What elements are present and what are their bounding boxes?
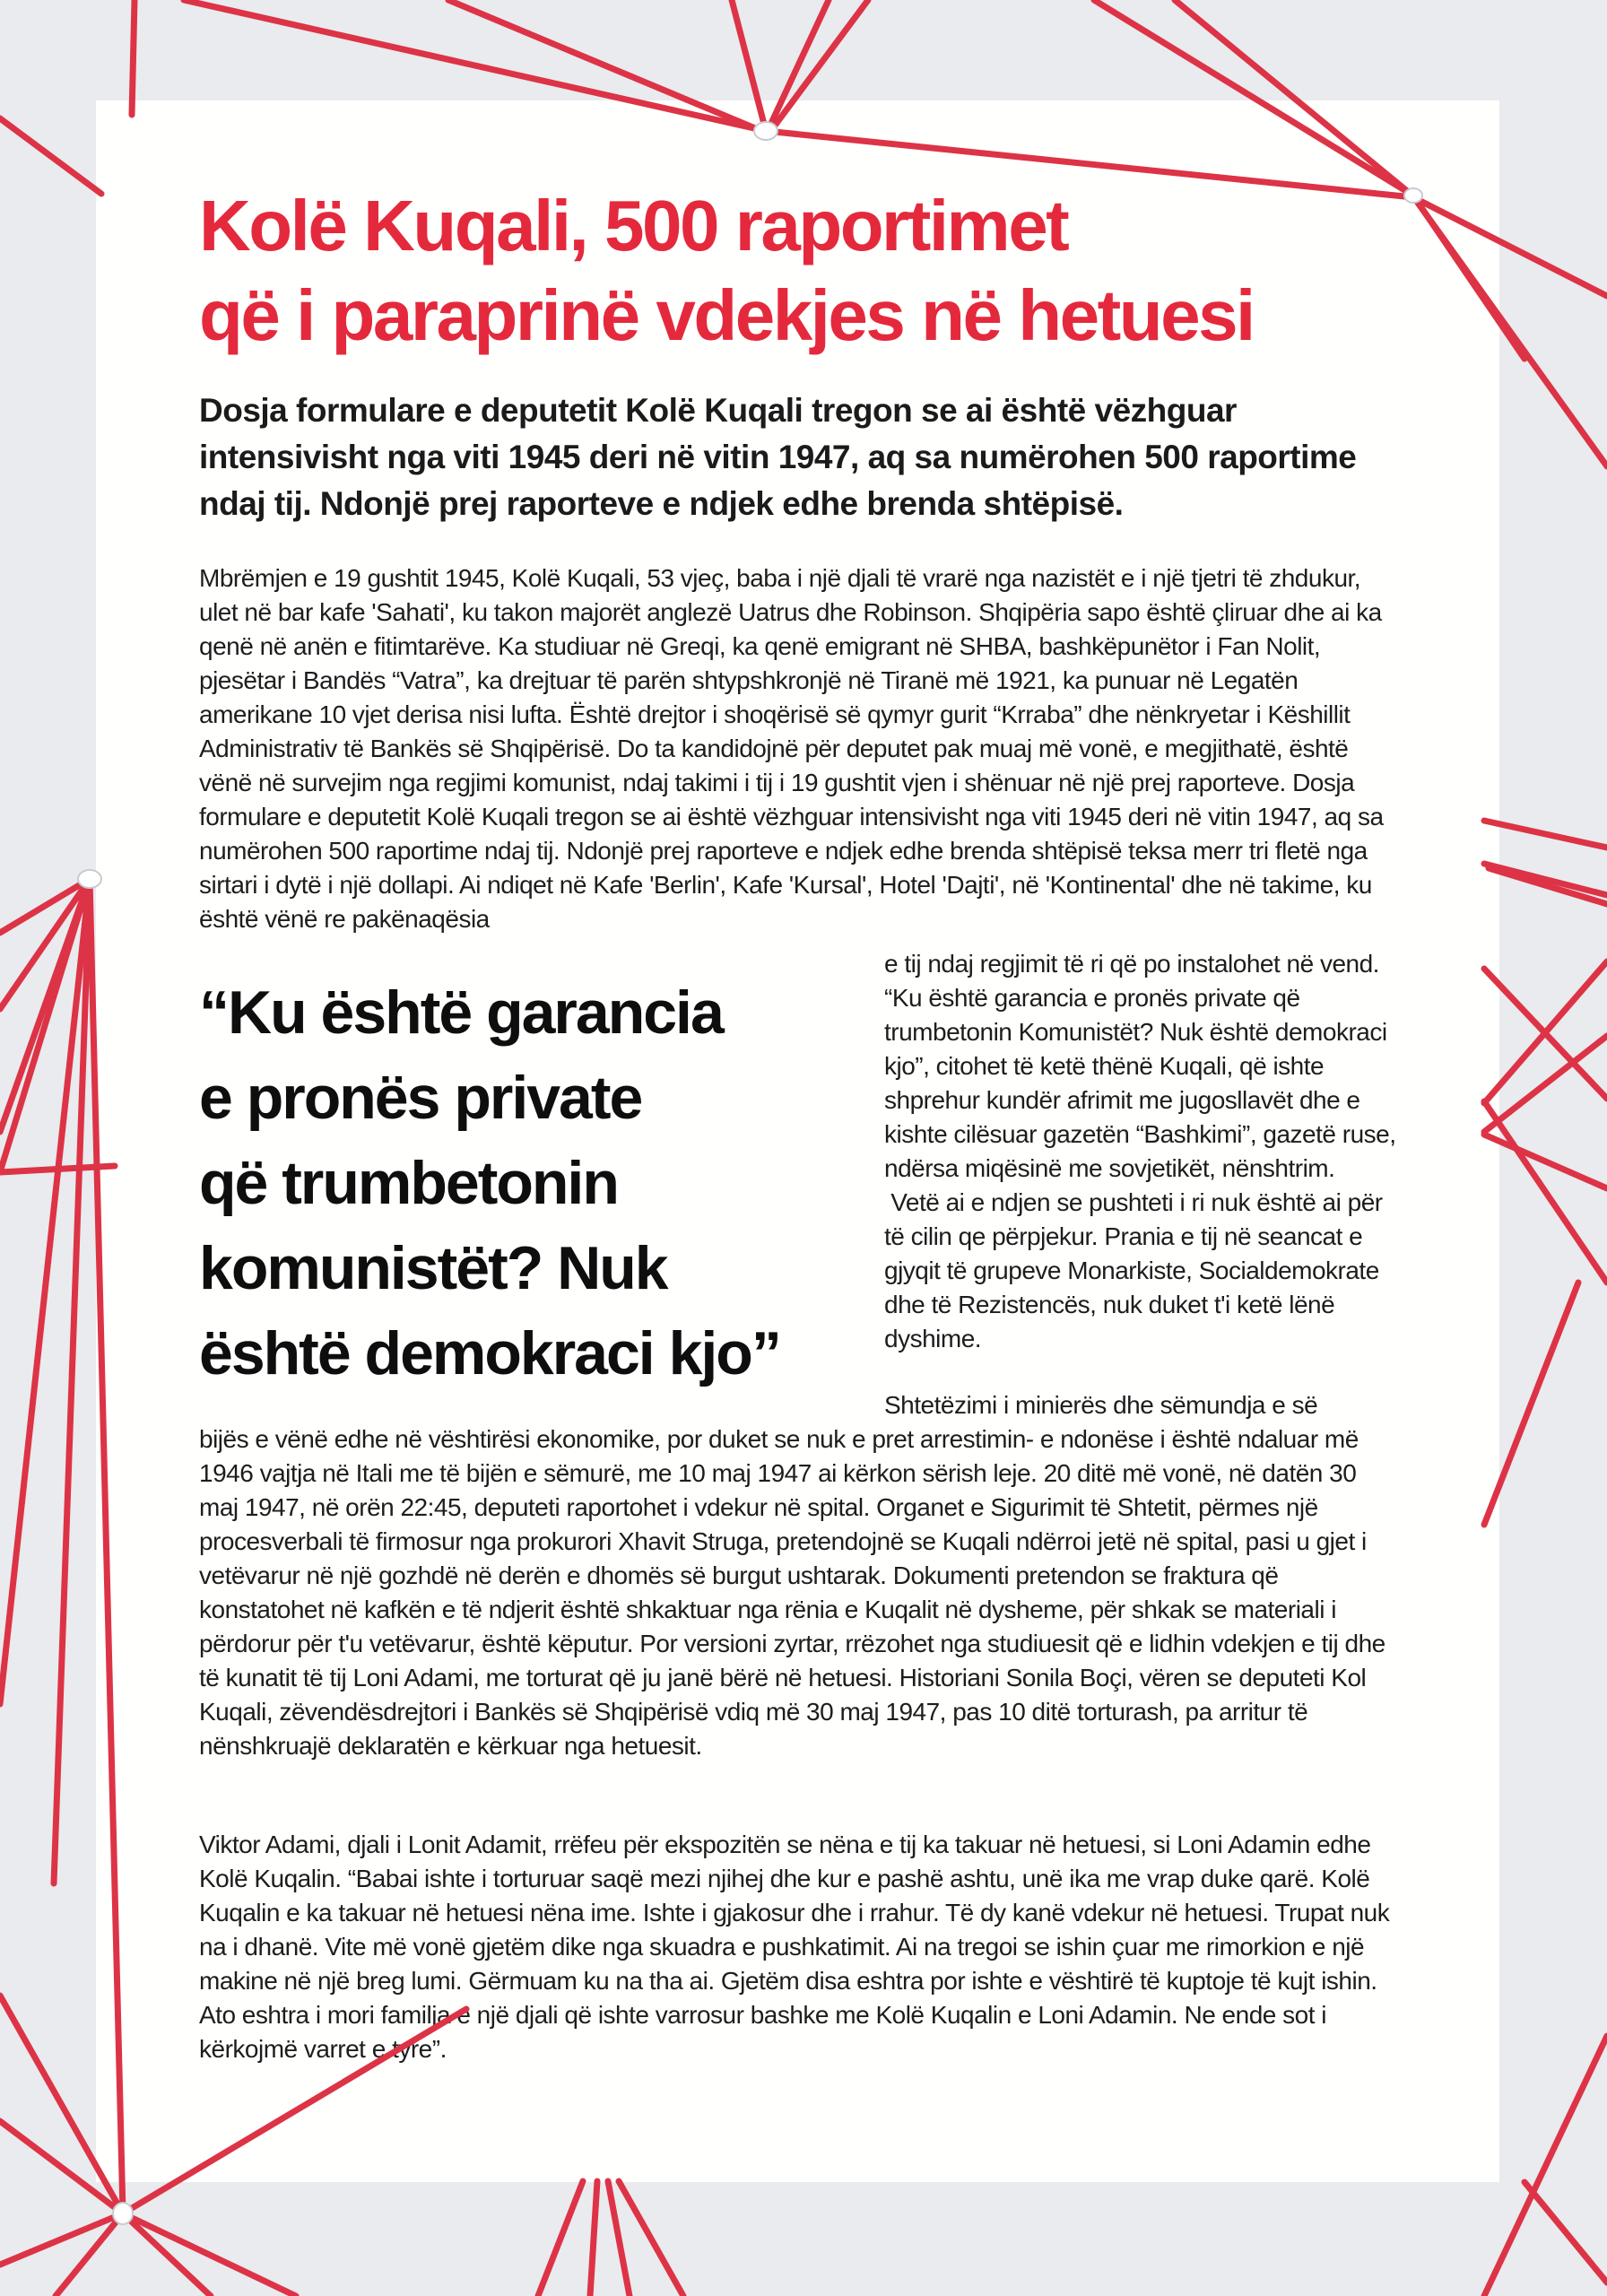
thread-line — [0, 2213, 123, 2265]
thread-line — [54, 879, 90, 1883]
right-column-paragraph-1: e tij ndaj regjimit të ri që po instalohet në vend. “Ku është garancia e pronës private që trumbetonin Komunistët? Nuk është demokraci kjo”, citohet të ketë thënë Kuqali, që ishte shprehur kundër afrimit me jugosllavët dhe e kishte cilësuar gazetën “Bashkimi”, gazetë ruse, ndërsa miqësinë me sovjetikët, nënshtrim. — [884, 950, 1396, 1182]
article-paragraph-2: bijës e vënë edhe në vështirësi ekonomike, por duket se nuk e pret arrestimin- e ndonëse i është ndaluar më 1946 vajtja në Itali me të bijën e sëmurë, me 10 maj 1947 ai kërkon sërish leje. 20 ditë më vonë, në datën 30 maj 1947, në orën 22:45, deputeti raportohet i vdekur në spital. Organet e Sigurimit të Shtetit, përmes një procesverbali të firmosur nga prokurori Xhavit Struga, pretendojnë se Kuqali ndërroi jetë në spital, pasi u gjet i vetëvarur në një gozhdë në derën e dhomës së burgut ushtarak. Dokumenti pretendon se fraktura që konstatohet në kafkën e të ndjerit është shkaktuar nga rënia e Kuqalit në dysheme, për shkak se materiali i përdorur për t'u vetëvarur, është këputur. Por versioni zyrtar, rrëzohet nga studiuesit që e lidhin vdekjen e tij dhe të kunatit të tij Loni Adami, me torturat që ju janë bërë në hetuesi. Historiani Sonila Boçi, vëren se deputeti Kol Kuqali, zëvendësdrejtori i Bankës së Shqipërisë vdiq më 30 maj 1947, pas 10 ditë torturash, pa arritur të nënshkruajë deklaratën e kërkuar nga hetuesit. — [199, 1425, 1385, 1760]
thread-line — [590, 2181, 597, 2296]
pull-quote-line-5: është demokraci kjo” — [199, 1319, 780, 1387]
thread-line — [1524, 2182, 1607, 2283]
thread-line — [132, 0, 135, 115]
article-lede: Dosja formulare e deputetit Kolë Kuqali tregon se ai është vëzhguar intensivisht nga viti 1945 deri në vitin 1947, aq sa numërohen 500 raportime ndaj tij. Ndonjë prej raporteve e ndjek edhe brenda shtëpisë. — [199, 392, 1357, 522]
pull-quote-line-2: e pronës private — [199, 1064, 642, 1132]
right-column — [863, 947, 1399, 1422]
thread-line — [56, 2213, 123, 2296]
thread-line — [1484, 961, 1607, 1103]
thread-line — [123, 2213, 296, 2296]
pull-quote-line-1: “Ku është garancia — [199, 978, 723, 1047]
article-title-line-2: që i paraprinë vdekjes në hetuesi — [199, 275, 1254, 355]
pin-bottom-left — [113, 2203, 133, 2224]
thread-line — [1484, 1101, 1607, 1283]
article-page — [96, 100, 1499, 2182]
article-title — [199, 181, 1399, 361]
thread-line — [1484, 969, 1607, 1099]
article-paragraph-3: Viktor Adami, djali i Lonit Adamit, rrëfeu për ekspozitën se nëna e tij ka takuar në hetuesi, si Loni Adamin edhe Kolë Kuqalin. “Babai ishte i torturuar saqë mezi njihej dhe kur e pashë ashtu, unë ika me vrap duke qarë. Kolë Kuqalin e ka takuar në hetuesi nëna ime. Ishte i gjakosur dhe i rrahur. Të dy kanë vdekur në hetuesi. Trupat nuk na i dhanë. Vite më vonë gjetëm dike nga skuadra e pushkatimit. Ai na tregoi se ishin çuar me rimorkion e një makine në një breg lumi. Gërmuam ku na tha ai. Gjetëm disa eshtra por ishte e vështirë të kuptoje të kujt ishin. Ato eshtra i mori familja e një djali që ishte varrosur bashke me Kolë Kuqalin e Loni Adamin. Ne ende sot i kërkojmë varret e tyre”. — [199, 1831, 1390, 2063]
thread-line — [0, 879, 90, 1704]
thread-line — [538, 2181, 583, 2296]
pull-quote-line-3: që trumbetonin — [199, 1149, 618, 1217]
thread-line — [619, 2181, 683, 2296]
right-column-paragraph-2: Vetë ai e ndjen se pushteti i ri nuk është ai për të cilin qe përpjekur. Prania e tij në seancat e gjyqit të grupeve Monarkiste, Socialdemokrate dhe të Rezistencës, nuk duket t'i ketë lënë dyshime. — [884, 1188, 1383, 1352]
thread-line — [1484, 1135, 1607, 1188]
thread-line — [0, 118, 101, 194]
right-column-paragraph-3-start: Shtetëzimi i minierës dhe sëmundja e së — [884, 1391, 1318, 1419]
article-title-line-1: Kolë Kuqali, 500 raportimet — [199, 186, 1068, 265]
thread-line — [123, 2213, 211, 2296]
thread-line — [0, 879, 90, 1132]
thread-line — [0, 879, 90, 933]
quote-and-column-section — [199, 947, 1399, 1422]
thread-line — [0, 879, 90, 1009]
thread-line — [608, 2181, 630, 2296]
thread-line — [1489, 868, 1607, 904]
thread-line — [1484, 2036, 1607, 2296]
thread-line — [1484, 1036, 1607, 1132]
article-intro-paragraph: Mbrëmjen e 19 gushtit 1945, Kolë Kuqali, 53 vjeç, baba i një djali të vrarë nga nazistët e i një tjetri të zhdukur, ulet në bar kafe 'Sahati', ku takon majorët anglezë Uatrus dhe Robinson. Shqipëria sapo është çliruar dhe ai ka qenë në anën e fitimtarëve. Ka studiuar në Greqi, ka qenë emigrant në SHBA, bashkëpunëtor i Fan Nolit, pjesëtar i Bandës “Vatra”, ka drejtuar të parën shtypshkronjë në Tiranë më 1921, ka punuar në Legatën amerikane 10 vjet derisa nisi lufta. Është drejtor i shoqërisë së qymyr gurit “Krraba” dhe nënkryetar i Këshillit Administrativ të Bankës së Shqipërisë. Do ta kandidojnë për deputet pak muaj më vonë, e megjithatë, është vënë në survejim nga regjimi komunist, ndaj takimi i tij i 19 gushtit vjen i shënuar në një prej raporteve. Dosja formulare e deputetit Kolë Kuqali tregon se ai është vëzhguar intensivisht nga viti 1945 deri në vitin 1947, aq sa numërohen 500 raportime ndaj tij. Ndonjë prej raporteve e ndjek edhe brenda shtëpisë teksa merr tri fletë nga sirtari i dytë i një dollapi. Ai ndiqet në Kafe 'Berlin', Kafe 'Kursal', Hotel 'Dajti', në 'Kontinental' dhe në takime, ku është vënë re pakënaqësia — [199, 564, 1384, 933]
thread-line — [1484, 864, 1607, 895]
pull-quote — [199, 947, 863, 1422]
pull-quote-line-4: komunistët? Nuk — [199, 1234, 667, 1302]
thread-line — [1484, 821, 1607, 848]
